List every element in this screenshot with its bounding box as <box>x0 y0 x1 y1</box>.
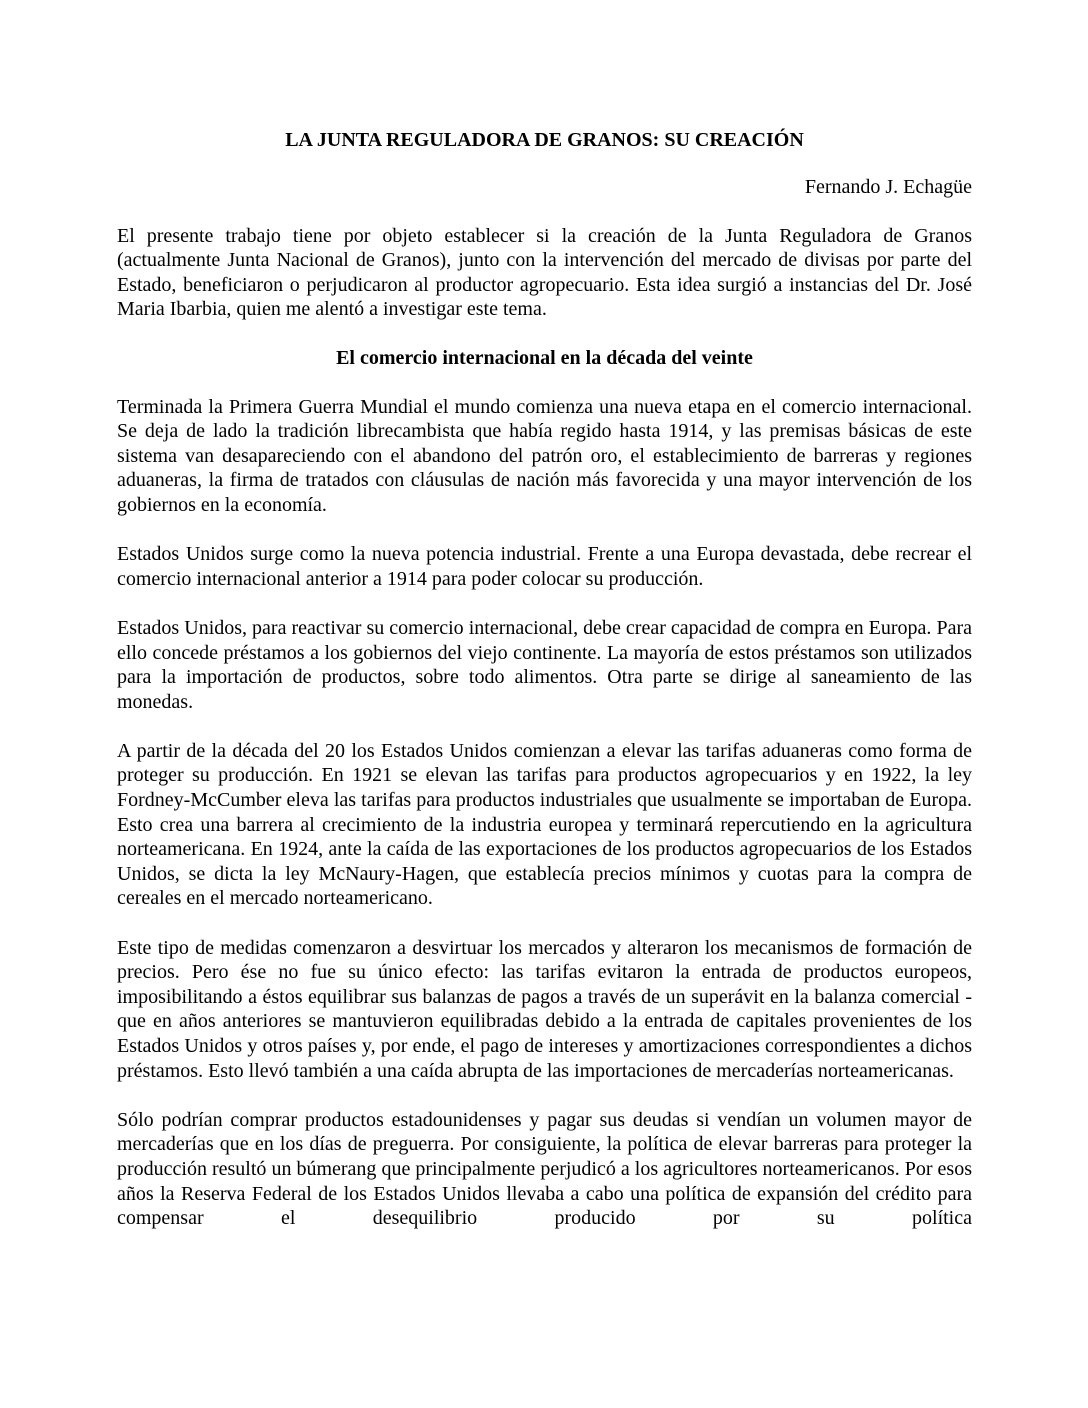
document-title: LA JUNTA REGULADORA DE GRANOS: SU CREACIÓN <box>285 129 804 151</box>
body-paragraph-2: Estados Unidos surge como la nueva potencia industrial. Frente a una Europa devastada, debe recrear el comercio internacional anterior a 1914 para poder colocar su producción. <box>117 543 972 590</box>
document-page <box>117 128 972 1231</box>
body-paragraph-5: Este tipo de medidas comenzaron a desvirtuar los mercados y alteraron los mecanismos de formación de precios. Pero ése no fue su único efecto: las tarifas evitaron la entrada de productos europeos, imposibilitando a éstos equilibrar sus balanzas de pagos a través de un superávit en la balanza comercial -que en años anteriores se mantuvieron equilibradas debido a la entrada de capitales provenientes de los Estados Unidos y otros países y, por ende, el pago de intereses y amortizaciones correspondientes a dichos préstamos. Esto llevó también a una caída abrupta de las importaciones de mercaderías norteamericanas. <box>117 936 972 1082</box>
author-name: Fernando J. Echagüe <box>804 176 972 198</box>
section-heading: El comercio internacional en la década del veinte <box>336 346 753 369</box>
body-paragraph-1: Terminada la Primera Guerra Mundial el mundo comienza una nueva etapa en el comercio internacional. Se deja de lado la tradición librecambista que había regido hasta 1914, y las premisas básicas de este sistema van desapareciendo con el abandono del patrón oro, el establecimiento de barreras y regiones aduaneras, la firma de tratados con cláusulas de nación más favorecida y una mayor intervención de los gobiernos en la economía. <box>117 395 972 516</box>
body-paragraph-4: A partir de la década del 20 los Estados Unidos comienzan a elevar las tarifas aduaneras como forma de proteger su producción. En 1921 se elevan las tarifas para productos agropecuarios y en 1922, la ley Fordney-McCumber eleva las tarifas para productos industriales que usualmente se importaban de Europa. Esto crea una barrera al crecimiento de la industria europea y terminará repercutiendo en la agricultura norteamericana. En 1924, ante la caída de las exportaciones de los productos agropecuarios de los Estados Unidos, se dicta la ley McNaury-Hagen, que establecía precios mínimos y cuotas para la compra de cereales en el mercado norteamericano. <box>117 739 972 910</box>
body-paragraph-6: Sólo podrían comprar productos estadounidenses y pagar sus deudas si vendían un volumen mayor de mercaderías que en los días de preguerra. Por consiguiente, la política de elevar barreras para proteger la producción resultó un búmerang que principalmente perjudicó a los agricultores norteamericanos. Por esos años la Reserva Federal de los Estados Unidos llevaba a cabo una política de expansión del crédito para compensar el desequilibrio producido por su política <box>117 1108 972 1230</box>
intro-paragraph: El presente trabajo tiene por objeto establecer si la creación de la Junta Reguladora de Granos (actualmente Junta Nacional de Granos), junto con la intervención del mercado de divisas por parte del Estado, beneficiaron o perjudicaron al productor agropecuario. Esta idea surgió a instancias del Dr. José Maria Ibarbia, quien me alentó a investigar este tema. <box>117 224 972 321</box>
body-paragraph-3: Estados Unidos, para reactivar su comercio internacional, debe crear capacidad de compra en Europa. Para ello concede préstamos a los gobiernos del viejo continente. La mayoría de estos préstamos son utilizados para la importación de productos, sobre todo alimentos. Otra parte se dirige al saneamiento de las monedas. <box>117 616 972 713</box>
